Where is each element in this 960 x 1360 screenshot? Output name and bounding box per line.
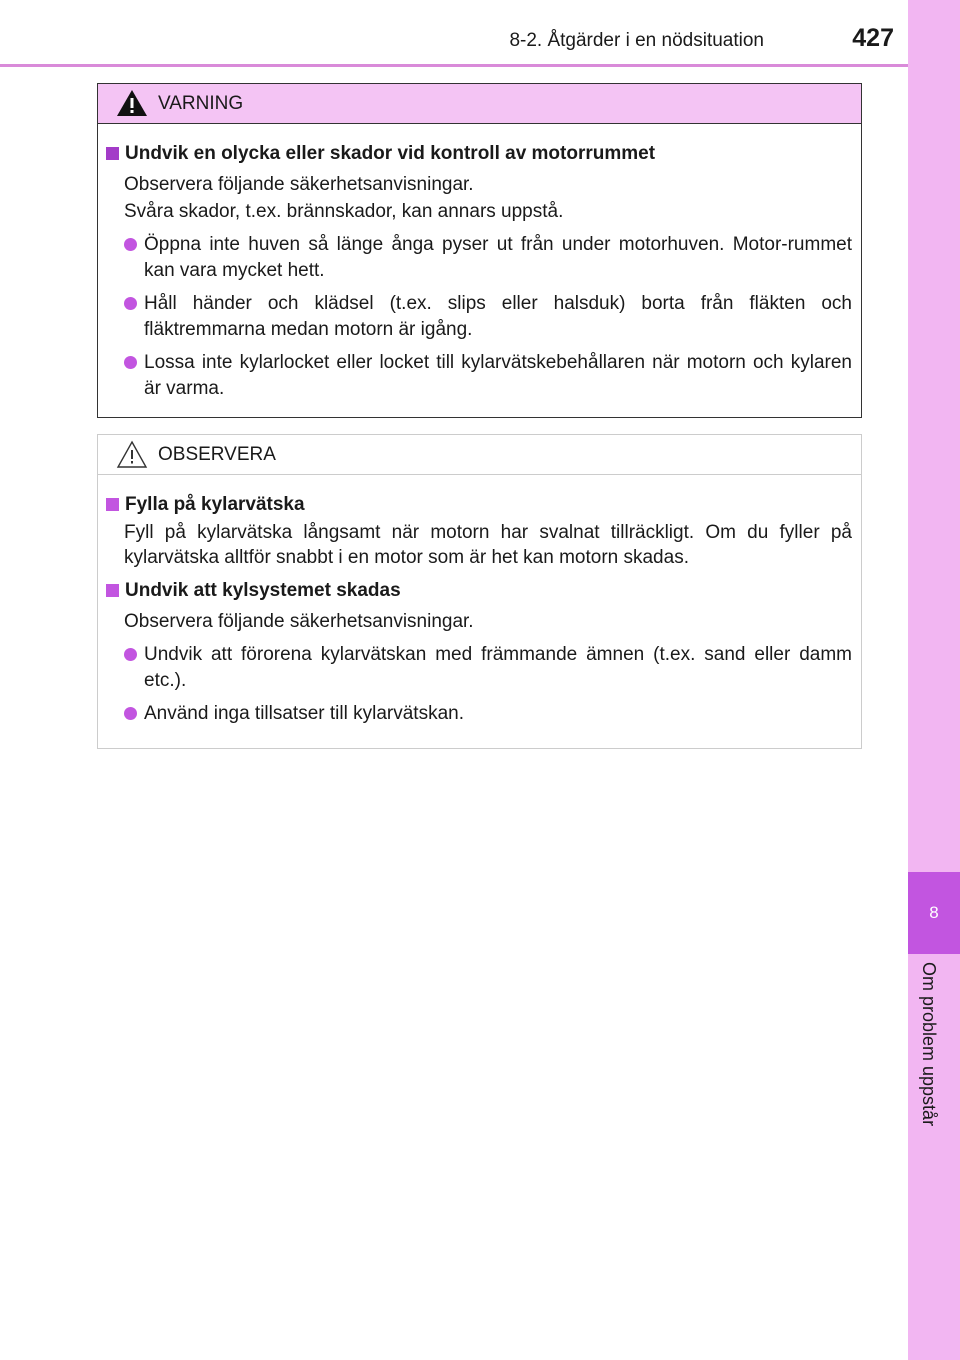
caution-item-title: Undvik att kylsystemet skadas [106,577,852,604]
list-item: Använd inga tillsatser till kylarvätskan. [106,701,852,727]
square-bullet-icon [106,584,119,597]
caution-body [98,475,861,727]
square-bullet-icon [106,147,119,160]
page-number: 427 [852,24,894,52]
warning-header [98,84,861,124]
circle-bullet-icon [124,707,137,720]
warning-box [97,83,862,418]
circle-bullet-icon [124,297,137,310]
side-tab [908,0,960,1360]
caution-triangle-icon [115,439,149,469]
caution-intro-line: Observera följande säkerhetsanvisningar. [124,611,474,632]
circle-bullet-icon [124,238,137,251]
list-item: Öppna inte huven så länge ånga pyser ut från under motorhuven. Motor-rummet kan vara mycket hett. [106,232,852,284]
warning-triangle-icon [115,88,149,118]
warning-body [98,124,861,402]
warning-intro-line: Observera följande säkerhetsanvisningar. [124,174,474,195]
list-item: Undvik att förorena kylarvätskan med främmande ämnen (t.ex. sand eller damm etc.). [106,642,852,694]
caution-item-title: Fylla på kylarvätska [106,491,852,518]
square-bullet-icon [106,498,119,511]
caution-paragraph: Fyll på kylarvätska långsamt när motorn har svalnat tillräckligt. Om du fyller på kylarvätska alltför snabbt i en motor som är het kan motorn skadas. [124,522,852,568]
circle-bullet-icon [124,356,137,369]
chapter-title: Om problem uppstår [919,962,939,1127]
section-title: 8-2. Åtgärder i en nödsituation [509,30,764,51]
list-item: Lossa inte kylarlocket eller locket till kylarvätskebehållaren när motorn och kylaren är varma. [106,350,852,402]
list-item: Håll händer och klädsel (t.ex. slips eller halsduk) borta från fläkten och fläktremmarna medan motorn är igång. [106,291,852,343]
chapter-number-tab[interactable] [908,872,960,954]
warning-item-title: Undvik en olycka eller skador vid kontroll av motorrummet [106,140,852,167]
header-divider [0,64,908,67]
caution-header [98,435,861,475]
caution-label: OBSERVERA [158,443,276,465]
chapter-number: 8 [929,903,939,922]
warning-intro-line: Svåra skador, t.ex. brännskador, kan annars uppstå. [124,201,564,222]
caution-box [97,434,862,749]
circle-bullet-icon [124,648,137,661]
warning-label: VARNING [158,92,244,114]
